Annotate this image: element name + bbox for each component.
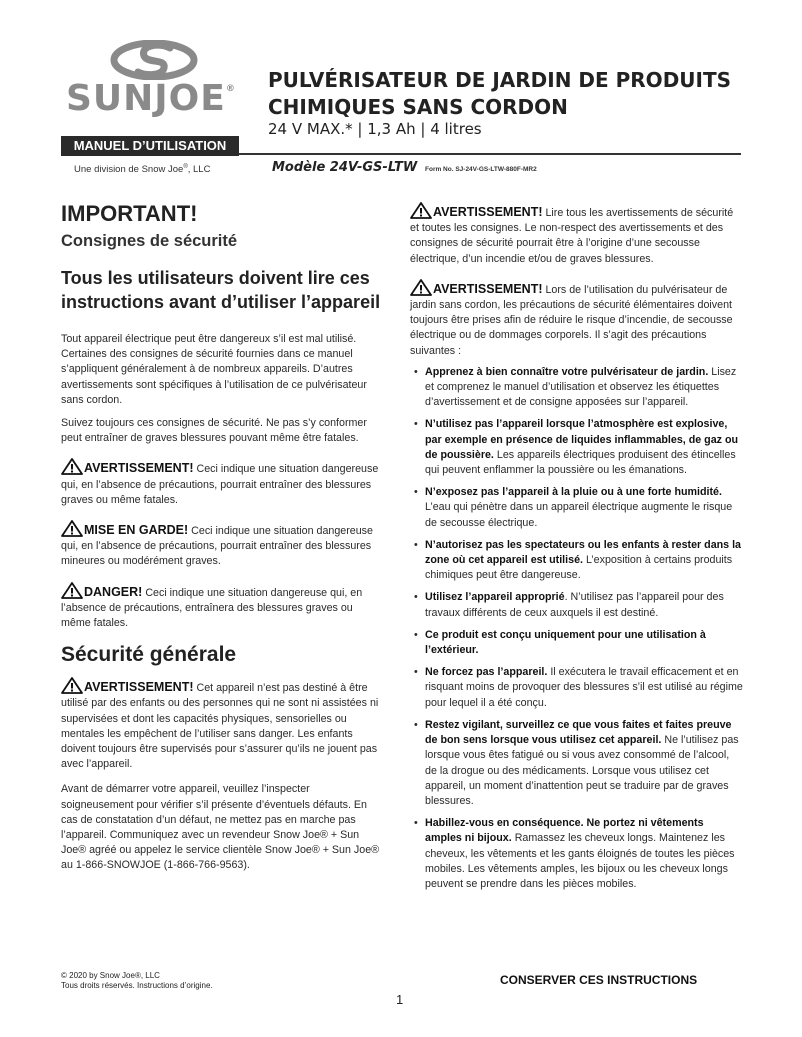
product-title: PULVÉRISATEUR DE JARDIN DE PRODUITS CHIMIQUES SANS CORDON: [268, 68, 732, 119]
list-item: • N’utilisez pas l’appareil lorsque l’atmosphère est explosive, par exemple en présence de liquides inflammables, de gaz ou de poussière. Les appareils électriques produisent des étincelles qui peuvent enflammer la poussière ou les émanations.: [410, 417, 743, 478]
warning-triangle-icon: [61, 458, 83, 475]
caution-block: MISE EN GARDE! Ceci indique une situation dangereuse qui, en l’absence de précautions, pourrait entraîner des blessures mineures ou modérément graves.: [61, 520, 385, 570]
list-item: • Ce produit est conçu uniquement pour une utilisation à l’extérieur.: [410, 628, 743, 658]
division-text: Une division de Snow Joe®, LLC: [74, 164, 211, 176]
list-item: • Habillez-vous en conséquence. Ne portez ni vêtements amples ni bijoux. Ramassez les cheveux longs. Maintenez les cheveux, les vêtements et les gants éloignés de toutes les pièces mobiles. Les vêtements amples, les bijoux ou les cheveux longs peuvent se prendre dans les pièces mobiles.: [410, 816, 743, 892]
read-instructions-heading: Tous les utilisateurs doivent lire ces instructions avant d’utiliser l’appareil: [61, 268, 381, 312]
warning-block: AVERTISSEMENT! Lire tous les avertissements de sécurité et toutes les consignes. Le non-respect des avertissements et des consignes de sécurité pourrait être à l’origine d’une secousse électrique, d’un incendie et/ou de graves blessures.: [410, 202, 743, 267]
left-column: [61, 200, 385, 882]
paragraph: Tout appareil électrique peut être dangereux s’il est mal utilisé. Certaines des consignes de sécurité fournies dans ce manuel s’appliquent généralement à de nombreux appareils. D’autres avertissements sont spécifiques à l’utilisation de ce pulvérisateur sans cordon.: [61, 333, 367, 406]
list-item: • Utilisez l’appareil approprié. N’utilisez pas l’appareil pour des travaux différents de ceux auxquels il est destiné.: [410, 590, 743, 620]
paragraph: Avant de démarrer votre appareil, veuillez l’inspecter soigneusement pour vérifier s’il présente d’éventuels défauts. En cas de constatation d’un défaut, ne mettez pas en marche pas l’appareil. Communiquez avec un revendeur Snow Joe® + Sun Joe® agréé ou appelez le service clientèle Snow Joe® + Sun Joe® au 1-866-SNOWJOE (1-866-766-9563).: [61, 783, 380, 872]
list-item: • N’exposez pas l’appareil à la pluie ou à une forte humidité. L’eau qui pénètre dans un appareil électrique augmente le risque de secousse électrique.: [410, 485, 743, 531]
warning-triangle-icon: [61, 520, 83, 537]
consignes-heading: Consignes de sécurité: [61, 232, 238, 250]
warning-triangle-icon: [410, 279, 432, 296]
warning-block: AVERTISSEMENT! Lors de l’utilisation du pulvérisateur de jardin sans cordon, les précautions de sécurité élémentaires doivent toujours être prises afin de réduire le risque d’incendie, de secousse électrique ou de dommages corporels. Il s’agit des précautions suivantes :: [410, 279, 743, 359]
precautions-list: [410, 365, 743, 892]
paragraph: Suivez toujours ces consignes de sécurité. Ne pas s’y conformer peut entraîner de graves blessures pouvant même être fatales.: [61, 417, 367, 445]
warning-block: AVERTISSEMENT! Ceci indique une situation dangereuse qui, en l’absence de précautions, pourrait entraîner des blessures graves ou même fatales.: [61, 458, 385, 508]
header-divider: [238, 153, 741, 155]
sunjoe-logo-swirl-icon: [110, 40, 198, 80]
warning-triangle-icon: [61, 582, 83, 599]
list-item: • Apprenez à bien connaître votre pulvérisateur de jardin. Lisez et comprenez le manuel d’utilisation et observez les étiquettes d’avertissement et de consigne apposées sur l’appareil.: [410, 365, 743, 411]
danger-block: DANGER! Ceci indique une situation dangereuse qui, en l’absence de précautions, entraînera des blessures graves ou même fatales.: [61, 582, 385, 632]
keep-instructions: CONSERVER CES INSTRUCTIONS: [500, 973, 698, 987]
list-item: • Restez vigilant, surveillez ce que vous faites et faites preuve de bon sens lorsque vous utilisez cet appareil. Ne l’utilisez pas lorsque vous êtes fatigué ou si vous avez consommé de l’alcool, de la drogue ou des médicaments. Lorsque vous utilisez cet appareil, un moment d’inattention peut se traduire par de graves blessures.: [410, 718, 743, 809]
warning-triangle-icon: [410, 202, 432, 219]
page-number: 1: [396, 992, 404, 1007]
warning-block: AVERTISSEMENT! Cet appareil n’est pas destiné à être utilisé par des enfants ou des personnes qui ne sont ni assistées ni supervisées et dont les capacités physiques, sensorielles ou mentales les empêchent de l’utiliser sans danger. Les enfants doivent toujours être supervisés pour s’assurer qu’ils ne jouent pas avec l’appareil.: [61, 677, 385, 772]
brand-logo: SUNJOE®: [66, 78, 236, 119]
list-item: • Ne forcez pas l’appareil. Il exécutera le travail efficacement et en risquant moins de provoquer des blessures s’il est utilisé au régime pour lequel il a été conçu.: [410, 665, 743, 711]
warning-triangle-icon: [61, 677, 83, 694]
form-number: Form No. SJ-24V-GS-LTW-880F-MR2: [425, 166, 537, 173]
general-safety-heading: Sécurité générale: [61, 643, 237, 667]
right-column: [410, 202, 743, 899]
important-heading: IMPORTANT!: [61, 201, 198, 226]
list-item: • N’autorisez pas les spectateurs ou les enfants à rester dans la zone où cet appareil est utilisé. L’exposition à certains produits chimiques peut être dangereuse.: [410, 538, 743, 584]
model-number: Modèle 24V-GS-LTW: [272, 160, 418, 175]
manual-label: MANUEL D’UTILISATION: [61, 136, 239, 156]
product-subtitle: 24 V MAX.* | 1,3 Ah | 4 litres: [268, 120, 482, 138]
copyright: © 2020 by Snow Joe®, LLC Tous droits réservés. Instructions d’origine.: [61, 971, 213, 990]
